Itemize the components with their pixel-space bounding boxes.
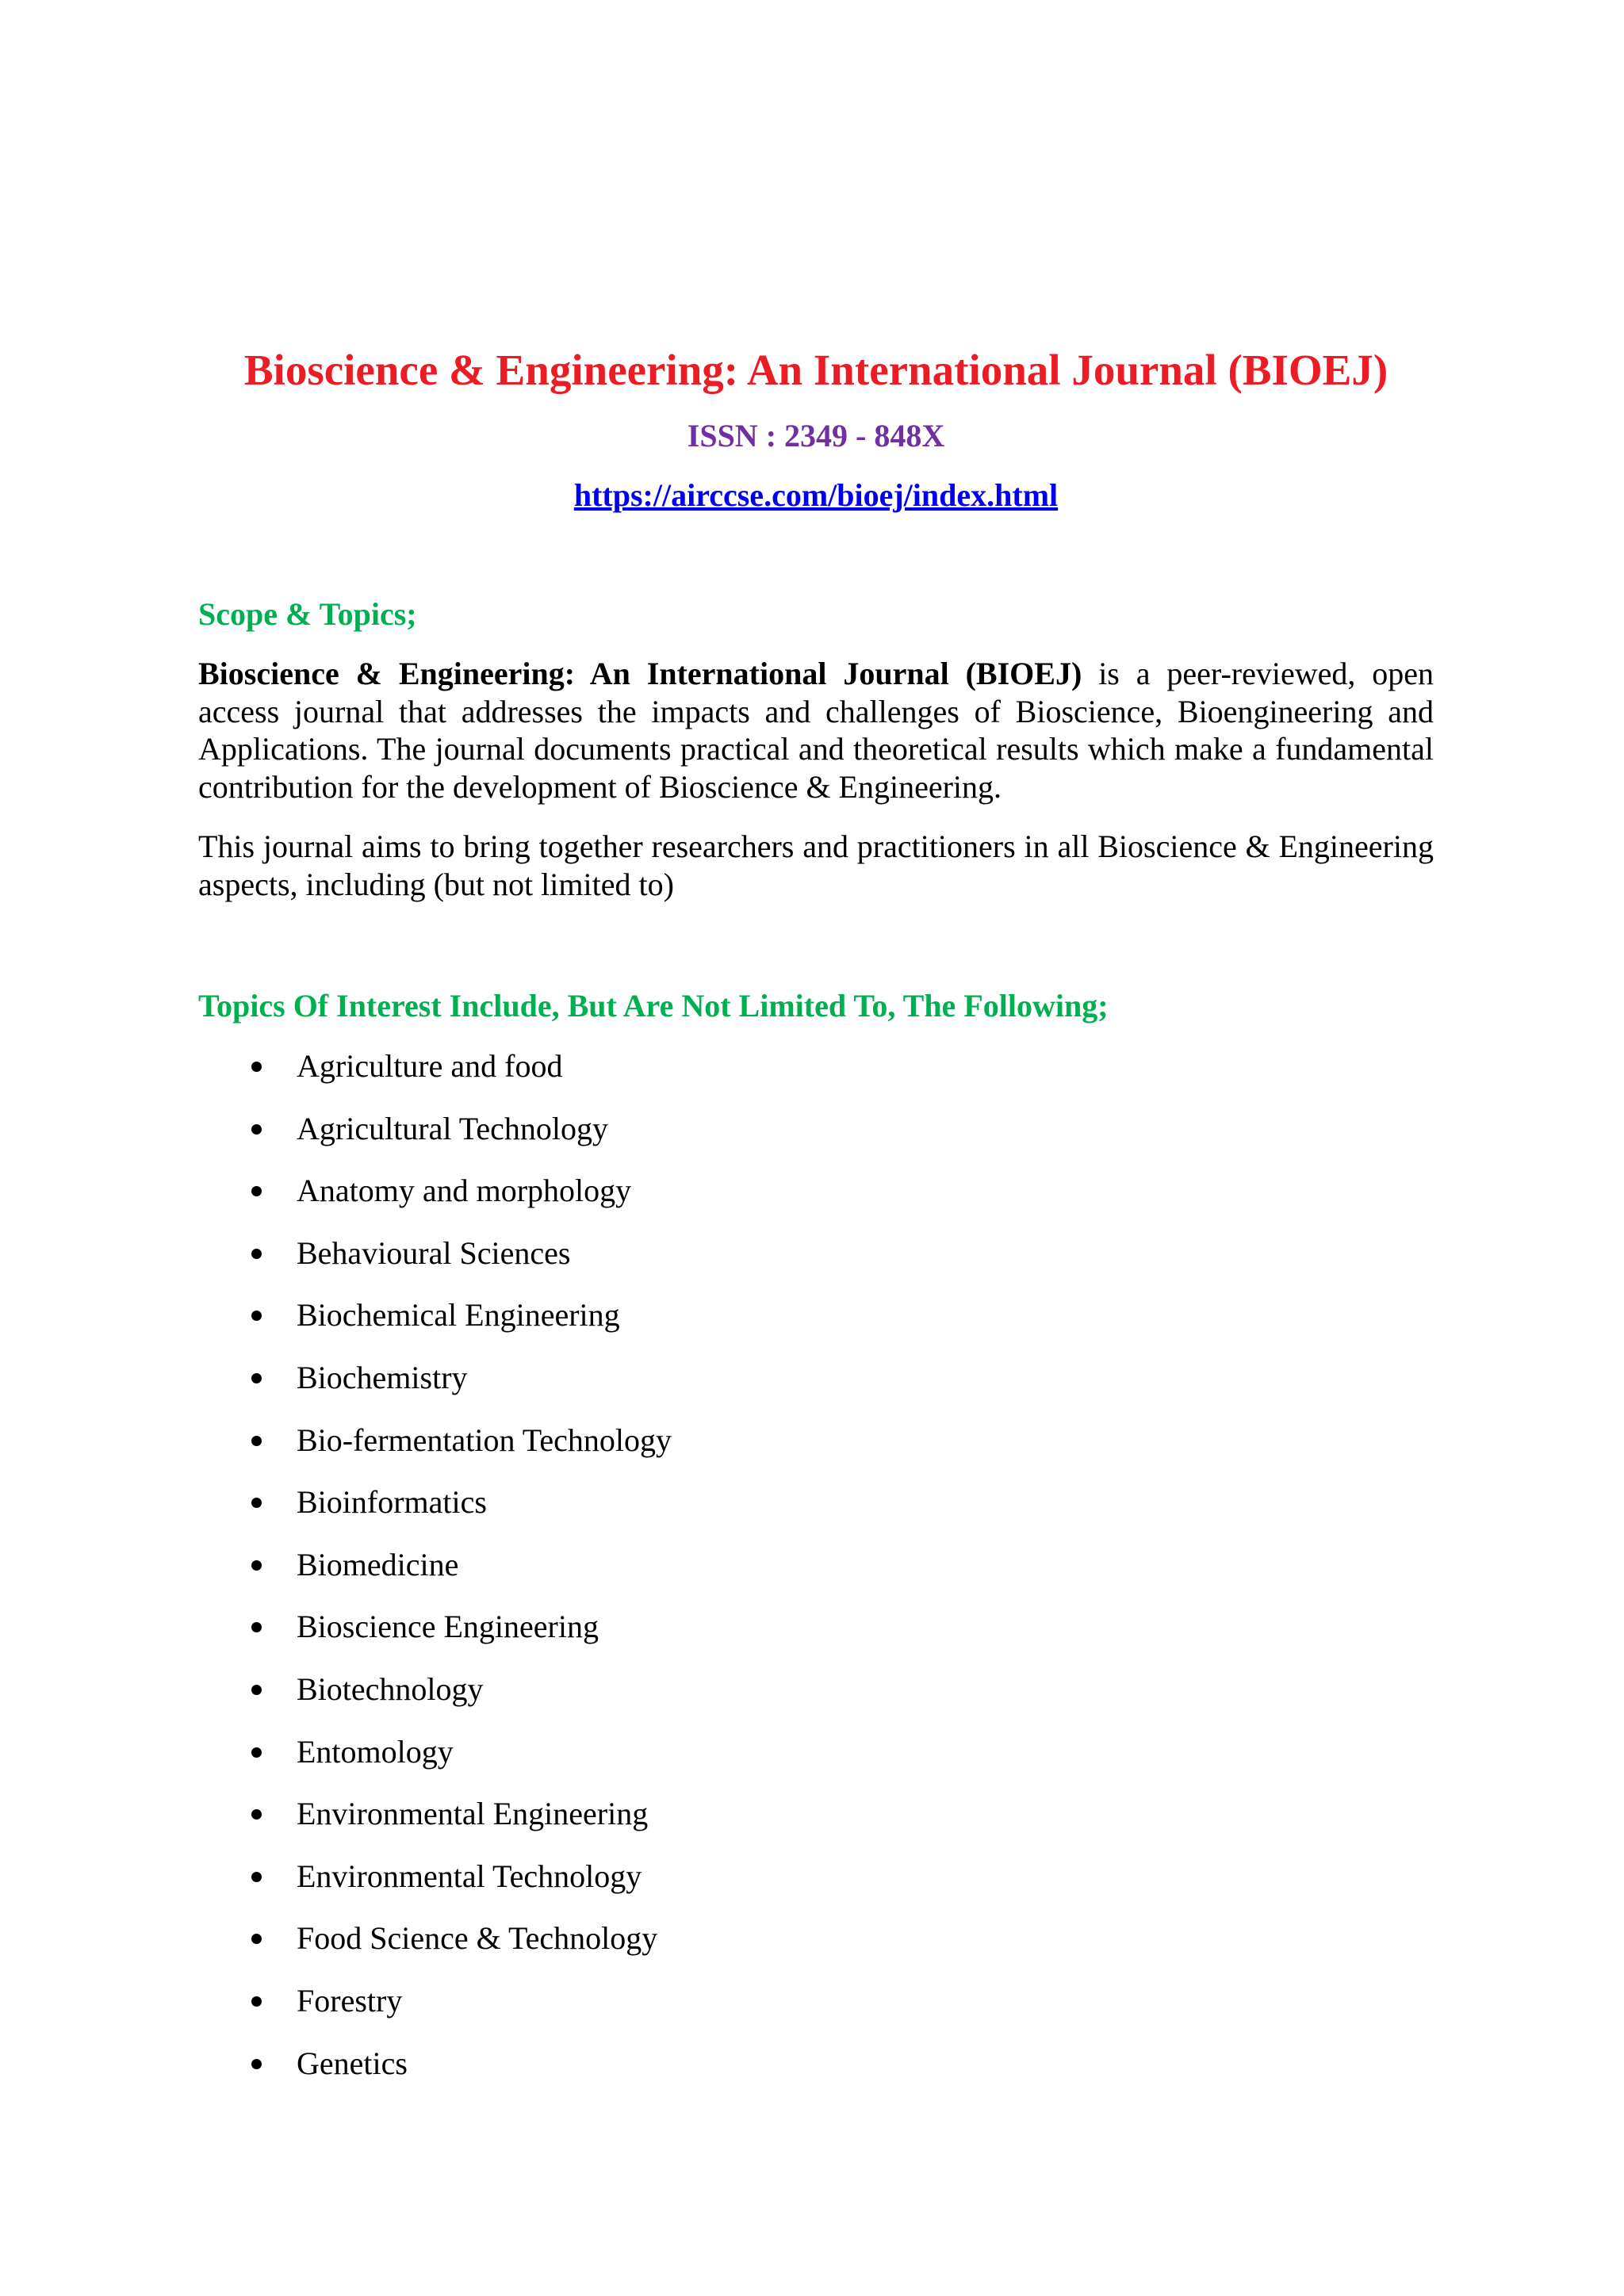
journal-name-bold: Bioscience & Engineering: An International Journal (BIOEJ) [198, 656, 1082, 691]
bullet-icon [251, 2059, 262, 2069]
bullet-icon [251, 1996, 262, 2007]
topic-label: Biochemistry [297, 1359, 468, 1395]
topic-label: Environmental Technology [297, 1858, 642, 1894]
topic-item [198, 1599, 672, 1662]
topic-item [198, 1911, 672, 1973]
topics-list [198, 1039, 672, 2098]
topic-item [198, 1662, 672, 1724]
bullet-icon [251, 1622, 262, 1632]
topic-label: Entomology [297, 1733, 454, 1770]
topic-item [198, 1288, 672, 1350]
topic-label: Bioinformatics [297, 1484, 487, 1521]
issn-line: ISSN : 2349 - 848X [687, 418, 945, 453]
topic-label: Agriculture and food [297, 1048, 563, 1084]
bullet-icon [251, 1872, 262, 1882]
topic-item [198, 1226, 672, 1288]
topic-item [198, 2036, 672, 2099]
bullet-icon [251, 1685, 262, 1695]
scope-paragraph-1 [198, 655, 1434, 806]
topic-label: Food Science & Technology [297, 1920, 658, 1957]
topic-label: Bio-fermentation Technology [297, 1422, 672, 1458]
topic-item [198, 1101, 672, 1164]
topic-label: Environmental Engineering [297, 1796, 649, 1832]
topic-label: Anatomy and morphology [297, 1173, 632, 1209]
bullet-icon [251, 1186, 262, 1196]
journal-url-line [198, 476, 1434, 515]
topic-item [198, 1163, 672, 1226]
topic-item [198, 1786, 672, 1849]
bullet-icon [251, 1560, 262, 1571]
topic-label: Biomedicine [297, 1546, 459, 1582]
topic-label: Biochemical Engineering [297, 1297, 620, 1334]
topic-item [198, 1413, 672, 1475]
scope-paragraph-1-text: is a peer-reviewed, open access journal that addresses the impacts and challenges of Bioscience, Bioengineering and Applications. The journal documents practical and theoretical results which make a fundamental contribution for the development of Bioscience & Engineering. [198, 656, 1434, 805]
topic-label: Genetics [297, 2045, 408, 2081]
topic-item [198, 1039, 672, 1101]
scope-paragraph-2: This journal aims to bring together researchers and practitioners in all Bioscience & Engineering aspects, including (but not limited to) [198, 828, 1434, 902]
topic-item [198, 1350, 672, 1413]
topic-item [198, 1475, 672, 1537]
bullet-icon [251, 1311, 262, 1321]
journal-title: Bioscience & Engineering: An International Journal (BIOEJ) [243, 346, 1388, 394]
journal-url-link[interactable]: https://airccse.com/bioej/index.html [573, 477, 1059, 513]
topic-label: Bioscience Engineering [297, 1609, 599, 1645]
topic-item [198, 1537, 672, 1600]
topic-item [198, 1724, 672, 1787]
bullet-icon [251, 1124, 262, 1135]
bullet-icon [251, 1498, 262, 1508]
bullet-icon [251, 1809, 262, 1820]
topic-label: Behavioural Sciences [297, 1234, 571, 1271]
topics-heading: Topics Of Interest Include, But Are Not Limited To, The Following; [198, 988, 1109, 1024]
topic-label: Agricultural Technology [297, 1110, 609, 1146]
bullet-icon [251, 1062, 262, 1072]
scope-heading: Scope & Topics; [198, 596, 417, 632]
bullet-icon [251, 1249, 262, 1259]
topic-item [198, 1849, 672, 1911]
bullet-icon [251, 1934, 262, 1944]
bullet-icon [251, 1747, 262, 1758]
bullet-icon [251, 1373, 262, 1383]
topic-label: Forestry [297, 1982, 403, 2019]
topic-item [198, 1973, 672, 2036]
document-page [198, 0, 1434, 2296]
topic-label: Biotechnology [297, 1670, 484, 1707]
bullet-icon [251, 1436, 262, 1446]
